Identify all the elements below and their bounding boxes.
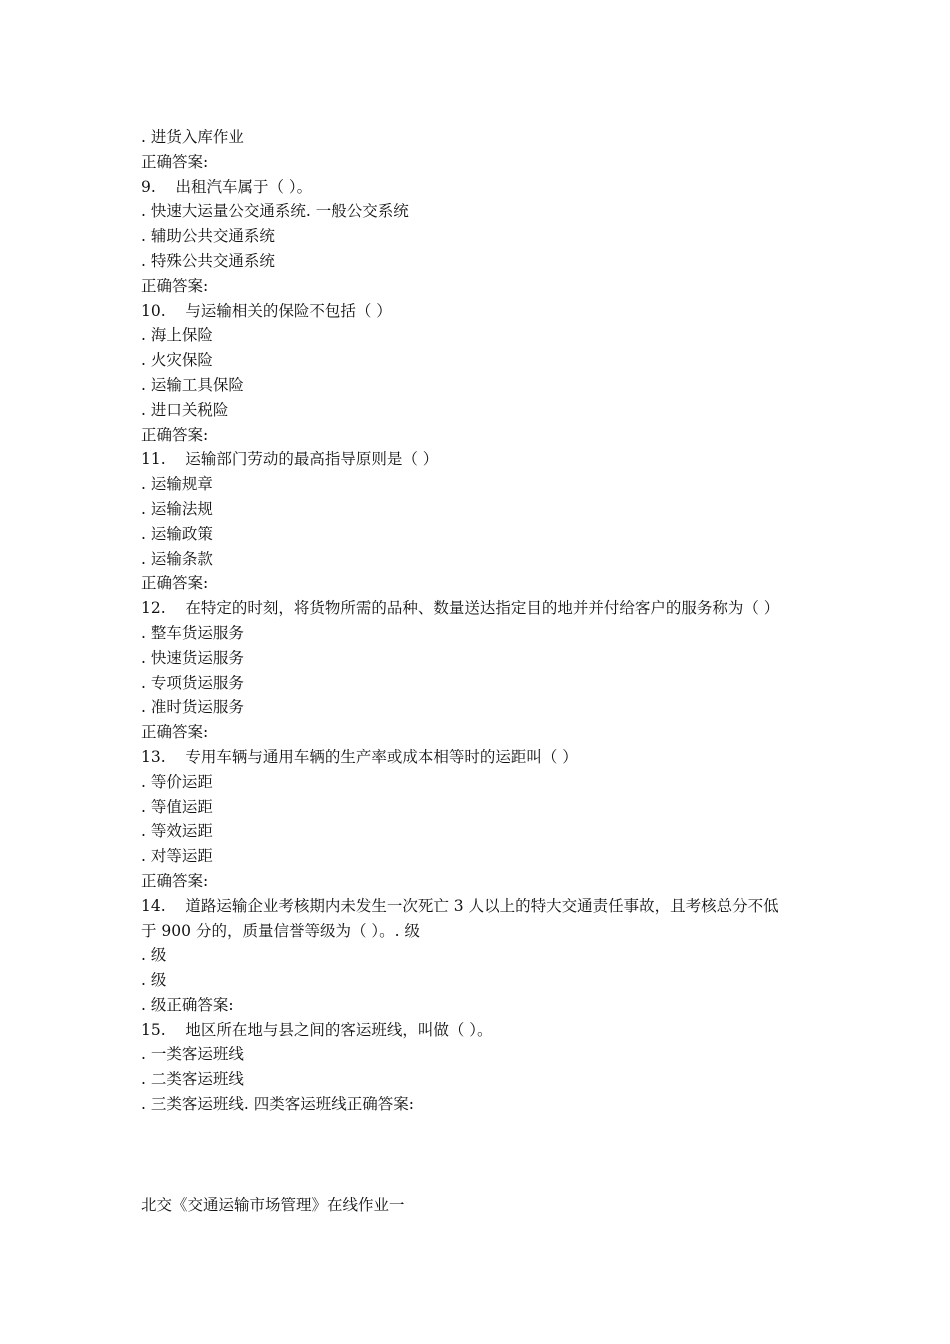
option: . 辅助公共交通系统 xyxy=(141,227,275,246)
option: . 运输法规 xyxy=(141,499,213,518)
question-12: 12. 在特定的时刻，将货物所需的品种、数量送达指定目的地并并付给客户的服务称为（ ） xyxy=(141,599,780,618)
question-9: 9. 出租汽车属于（ ）。 xyxy=(141,177,313,196)
question-10: 10. 与运输相关的保险不包括（ ） xyxy=(141,301,392,320)
answer-label: 正确答案: xyxy=(141,276,209,295)
question-11: 11. 运输部门劳动的最高指导原则是（ ） xyxy=(141,450,439,469)
option: . 级 xyxy=(141,946,167,965)
option: . 等效运距 xyxy=(141,822,213,841)
option: . 运输条款 xyxy=(141,549,213,568)
text-line: . 进货入库作业 xyxy=(141,128,244,146)
option: . 运输政策 xyxy=(141,524,213,543)
answer-label: 正确答案: xyxy=(141,574,209,593)
option: . 特殊公共交通系统 xyxy=(141,251,275,270)
option: . 级正确答案: xyxy=(141,995,234,1014)
option: . 等价运距 xyxy=(141,772,213,791)
option: . 级 xyxy=(141,971,167,990)
option: . 专项货运服务 xyxy=(141,673,244,692)
document-footer-title: 北交《交通运输市场管理》在线作业一 xyxy=(141,1196,405,1214)
option: . 快速货运服务 xyxy=(141,648,244,667)
option: . 快速大运量公交通系统. 一般公交系统 xyxy=(141,202,409,221)
option: . 二类客运班线 xyxy=(141,1070,244,1089)
question-13: 13. 专用车辆与通用车辆的生产率或成本相等时的运距叫（ ） xyxy=(141,747,578,766)
option: . 一类客运班线 xyxy=(141,1045,244,1064)
question-list xyxy=(141,125,821,1117)
option: . 准时货运服务 xyxy=(141,698,244,717)
option: . 等值运距 xyxy=(141,797,213,816)
option: . 火灾保险 xyxy=(141,351,213,370)
question-14: 14. 道路运输企业考核期内未发生一次死亡 3 人以上的特大交通责任事故，且考核总分不低 xyxy=(141,896,779,915)
option: . 运输规章 xyxy=(141,475,213,494)
option: . 整车货运服务 xyxy=(141,623,244,642)
option: . 进口关税险 xyxy=(141,400,229,419)
question-14-continued: 于 900 分的，质量信誉等级为（ ）。. 级 xyxy=(141,921,420,940)
answer-label: 正确答案: xyxy=(141,152,209,171)
option: . 海上保险 xyxy=(141,326,213,345)
answer-label: 正确答案: xyxy=(141,425,209,444)
option: . 运输工具保险 xyxy=(141,375,244,394)
option: . 三类客运班线. 四类客运班线正确答案: xyxy=(141,1095,414,1114)
option: . 对等运距 xyxy=(141,847,213,866)
answer-label: 正确答案: xyxy=(141,723,209,742)
question-15: 15. 地区所在地与县之间的客运班线，叫做（ ）。 xyxy=(141,1020,493,1039)
answer-label: 正确答案: xyxy=(141,871,209,890)
